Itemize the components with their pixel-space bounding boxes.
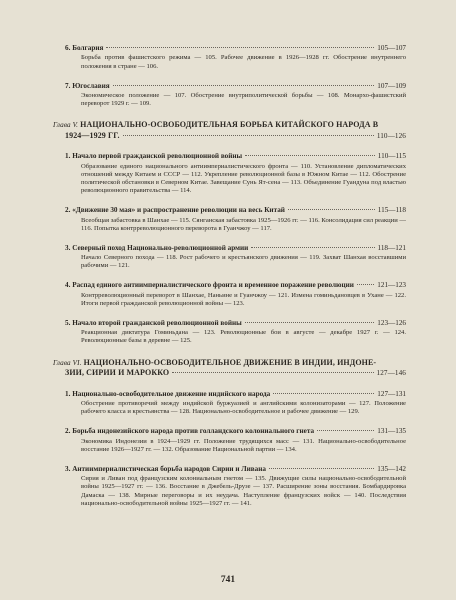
toc-section-desc: Всеобщая забастовка в Шанхае — 115. Сянганская забастовка 1925—1926 гг. — 116. Консолидация сил реакции — 116. Попытка контрреволюционного переворота в Гуанчжоу — 117. [81,216,406,232]
toc-chapter-6 [53,358,406,379]
leader-dots [106,47,374,48]
chapter-title-line-1 [53,120,406,131]
toc-section-title: 3. Северный поход Национально-революционной армии [65,243,249,252]
toc-section-title: 4. Распад единого антиимпериалистического фронта и временное поражение революции [65,281,354,290]
chapter-title-line-2 [53,131,406,142]
toc-section-6-1 [53,390,406,417]
toc-section-title: 3. Антиимпериалистическая борьба народов Сирии и Ливана [65,464,267,473]
toc-section-pages: 131—135 [377,427,406,436]
toc-section-pages: 110—115 [377,152,406,161]
toc-section-head [65,281,406,290]
toc-section-5-3 [53,244,406,271]
chapter-pages: 127—146 [376,369,406,378]
toc-section-6-3 [53,465,406,508]
toc-section-5-5 [53,319,406,346]
chapter-label: Глава V. [53,121,79,130]
leader-dots [113,85,375,86]
leader-dots [245,322,375,323]
chapter-label: Глава VI. [53,358,82,367]
toc-section-5-1 [53,152,406,195]
toc-section-pages: 118—121 [377,243,406,252]
toc-section-title: 2. «Движение 30 мая» и распространение революции на весь Китай [65,206,285,215]
toc-section-title: 5. Начало второй гражданской революционной войны [65,318,242,327]
toc-section-title: 1. Начало первой гражданской революционной войны [65,152,243,161]
toc-section-5-2 [53,206,406,233]
leader-dots [123,135,374,136]
toc-section-desc: Реакционная диктатура Гоминьдана — 123. Революционные бои в августе — декабре 1927 г. — 124. Революционные базы в деревне — 125. [81,329,406,345]
toc-section-head [65,465,406,474]
toc-section-head [65,206,406,215]
chapter-title-line-1 [53,358,406,369]
toc-section-head [65,82,406,91]
toc-section-title: 2. Борьба индонезийского народа против голландского колониального гнета [65,427,315,436]
chapter-title-cont: 1924—1929 ГГ. [65,130,120,140]
toc-section-head [65,44,406,53]
toc-section-desc: Экономическое положение — 107. Обострение внутриполитической борьбы — 108. Монархо-фашистский переворот 1929 г. — 109. [81,92,406,108]
toc-section-6-2 [53,427,406,454]
leader-dots [245,155,375,156]
toc-section-desc: Начало Северного похода — 118. Рост рабочего и крестьянского движения — 119. Захват Шанхая восставшими рабочими — 121. [81,254,406,270]
toc-section-desc: Образование единого национального антиимпериалистического фронта — 110. Установление дипломатических отношений между Китаем и СССР — 112. Укрепление революционной базы в Южном Китае — 112. Обострение политической обстановки в Северном Китае. Завещание Сунь Ят-сена — 113. Объединение Гуандуна под властью революционного правительства — 114. [81,162,406,195]
chapter-title: НАЦИОНАЛЬНО-ОСВОБОДИТЕЛЬНАЯ БОРЬБА КИТАЙСКОГО НАРОДА В [80,120,379,130]
leader-dots [273,393,374,394]
toc-section-head [65,427,406,436]
toc-section-head [65,390,406,399]
toc-section-pages: 115—118 [377,206,406,215]
toc-section-desc: Контрреволюционный переворот в Шанхае, Наньине и Гуанчжоу — 121. Измена гоминьдановцев в Ухане — 122. Итоги первой гражданской революционной войны — 123. [81,291,406,307]
chapter-title: НАЦИОНАЛЬНО-ОСВОБОДИТЕЛЬНОЕ ДВИЖЕНИЕ В ИНДИИ, ИНДОНЕ- [83,357,377,367]
toc-section-pages: 123—126 [377,318,406,327]
toc-section-yugoslavia [53,82,406,109]
leader-dots [288,209,375,210]
page-number: 741 [220,575,236,585]
leader-dots [357,284,374,285]
toc-section-head [65,319,406,328]
toc-section-pages: 127—131 [377,389,406,398]
toc-section-title: 6. Болгария [65,44,104,52]
toc-section-pages: 107—109 [377,81,406,90]
toc-section-head [65,244,406,253]
toc-section-pages: 105—107 [377,44,406,52]
chapter-title-cont: ЗИИ, СИРИИ И МАРОККО [65,368,170,378]
toc-section-title: 7. Югославия [65,81,110,90]
toc-section-5-4 [53,281,406,308]
leader-dots [172,372,373,373]
toc-section-desc: Борьба против фашистского режима — 105. Рабочее движение в 1926—1928 гг. Обострение внутреннего положения в стране — 106. [81,54,406,70]
chapter-pages: 110—126 [376,131,406,140]
leader-dots [317,430,374,431]
toc-section-title: 1. Национально-освободительное движение индийского народа [65,389,271,398]
toc-section-desc: Сирия и Ливан под французским колониальным гнетом — 135. Движущие силы национально-освободительной войны 1925—1927 гг. — 136. Восстание в Джебель-Друзе — 137. Расширение зоны восстания. Бомбардировка Дамаска — 138. Мирные переговоры и их неудача. Наступление французских войск — 140. Последствия национально-освободительной войны 1925—1927 гг. — 141. [81,475,406,507]
toc-section-desc: Экономика Индонезии в 1924—1929 гг. Положение трудящихся масс — 131. Национально-освободительное восстание 1926—1927 гг. — 132. Образование Национальной партии — 134. [81,437,406,453]
toc-section-bulgaria [53,44,406,71]
leader-dots [269,468,374,469]
toc-section-head [65,152,406,161]
chapter-title-line-2 [53,368,406,379]
toc-chapter-5 [53,120,406,141]
toc-section-pages: 135—142 [377,464,406,473]
toc-section-desc: Обострение противоречий между индийской буржуазией и английскими колонизаторами — 127. Положение рабочего класса и крестьянства — 128. Национально-освободительное и рабочее движение — 129. [81,400,406,416]
leader-dots [251,247,374,248]
toc-section-pages: 121—123 [377,281,406,290]
